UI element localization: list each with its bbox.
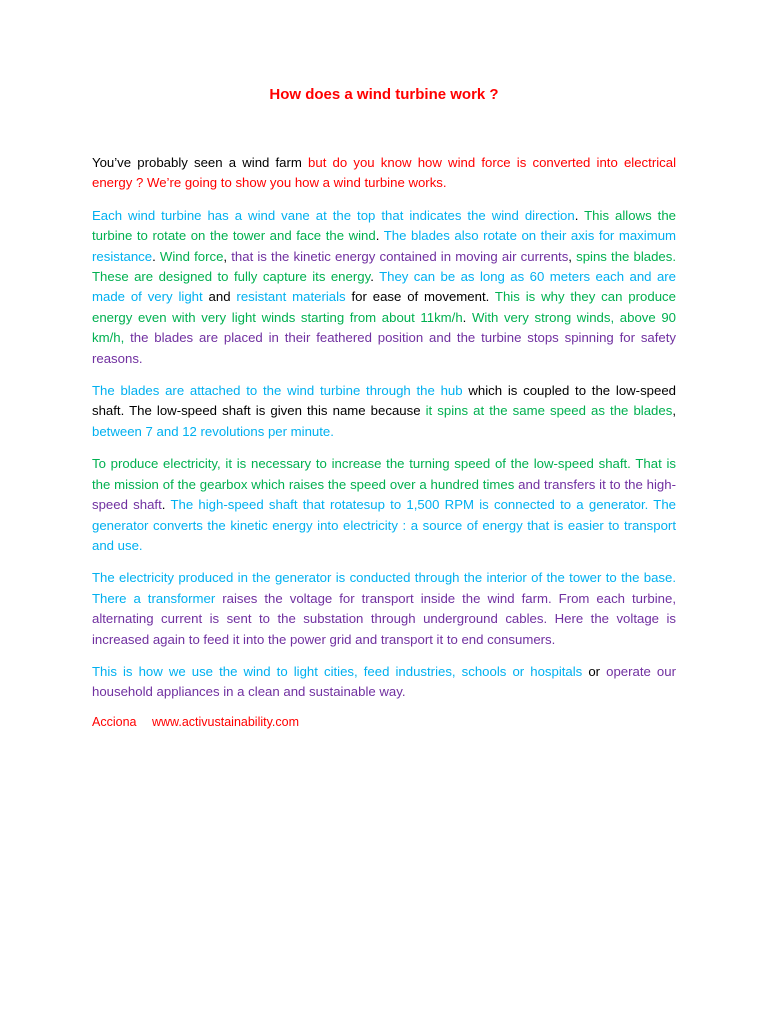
document-body bbox=[92, 153, 676, 703]
text-run: To produce electricity, it is necessary to increase the turning speed of the low-speed shaft. That is the mission of the gearbox which raises the speed over a hundred times bbox=[92, 456, 676, 492]
text-run: resistant materials bbox=[236, 289, 346, 305]
text-run: They can be as long as 60 meters each and are made of very light bbox=[92, 269, 676, 305]
text-run: it spins at the same speed as the blades bbox=[425, 403, 673, 419]
text-run: . bbox=[370, 269, 380, 285]
paragraph-4 bbox=[92, 454, 676, 556]
text-run: . bbox=[485, 289, 495, 305]
text-run: operate our household appliances in a clean and sustainable way. bbox=[92, 663, 676, 700]
text-run: , bbox=[672, 403, 676, 419]
text-run: This allows the turbine to rotate on the tower and face the wind bbox=[92, 207, 676, 244]
text-run: and bbox=[202, 289, 237, 305]
text-run: , bbox=[568, 248, 577, 264]
text-run: . bbox=[375, 228, 384, 244]
text-run: The electricity produced in the generator is conducted through the interior of the tower to the base. There a transformer bbox=[92, 570, 676, 606]
text-run: or bbox=[582, 663, 607, 679]
text-run: With very strong winds, above 90 km/h, bbox=[92, 309, 676, 346]
text-run: that is the kinetic energy contained in moving air currents bbox=[231, 248, 569, 264]
text-run: This is why they can produce energy even with very light winds starting from about 11km/h bbox=[92, 289, 676, 325]
text-run: Each wind turbine has a wind vane at the top that indicates the wind direction bbox=[92, 207, 575, 223]
text-run: This is how we use the wind to light cities, feed industries, schools or hospitals bbox=[92, 663, 583, 679]
source-name: Acciona bbox=[92, 714, 137, 729]
text-run: . bbox=[462, 309, 472, 325]
document-title: How does a wind turbine work ? bbox=[269, 86, 499, 103]
text-run: The blades also rotate on their axis for maximum resistance bbox=[92, 228, 677, 264]
paragraph-3 bbox=[92, 381, 676, 442]
text-run: the blades are placed in their feathered position and the turbine stops spinning for safety reasons. bbox=[92, 330, 676, 366]
text-run: . bbox=[161, 497, 171, 513]
text-run: but do you know how wind force is converted into electrical energy ? We’re going to show you how a wind turbine works. bbox=[92, 155, 676, 191]
source-url: www.activustainability.com bbox=[151, 714, 300, 729]
paragraph-5 bbox=[92, 568, 676, 650]
text-run: The blades are attached to the wind turbine through the hub bbox=[92, 383, 463, 399]
text-run: . bbox=[574, 207, 585, 223]
text-run: and transfers it to the high-speed shaft bbox=[92, 476, 676, 513]
text-run: for ease of movement bbox=[345, 289, 486, 305]
text-run: Wind force bbox=[159, 248, 224, 264]
text-run: The high-speed shaft that rotatesup to 1,500 RPM is connected to a generator. The generator converts the kinetic energy into electricity : a source of energy that is easier to transport and use. bbox=[92, 497, 676, 553]
text-run: spins the blades. These are designed to fully capture its energy bbox=[92, 248, 677, 285]
text-run: . bbox=[152, 248, 160, 264]
source-footer bbox=[92, 715, 676, 729]
text-run: , bbox=[223, 248, 232, 264]
paragraph-2 bbox=[92, 206, 676, 369]
paragraph-1 bbox=[92, 153, 676, 194]
text-run: between 7 and 12 revolutions per minute. bbox=[92, 423, 334, 439]
text-run: which is coupled to the low-speed shaft. The low-speed shaft is given this name because bbox=[92, 383, 677, 419]
text-run: raises the voltage for transport inside the wind farm. From each turbine, alternating current is sent to the substation through underground cables. Here the voltage is increased again to feed it into the power grid and transport it to end consumers. bbox=[92, 590, 676, 647]
text-run: You’ve probably seen a wind farm bbox=[92, 155, 309, 170]
paragraph-6 bbox=[92, 662, 676, 703]
